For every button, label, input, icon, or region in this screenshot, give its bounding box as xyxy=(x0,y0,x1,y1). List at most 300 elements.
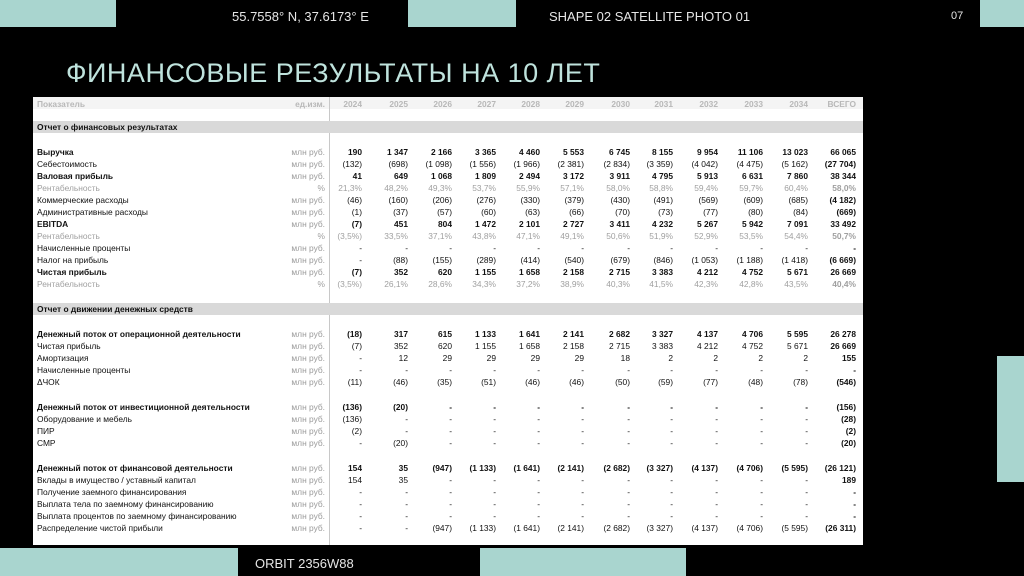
total-value-cell: (6 669) xyxy=(829,255,856,265)
total-value-cell: - xyxy=(853,487,856,497)
year-value-cell: - xyxy=(493,402,496,412)
table-row xyxy=(33,364,863,376)
year-value-cell: 154 xyxy=(348,475,362,485)
year-value-cell: (330) xyxy=(520,195,540,205)
row-unit: млн руб. xyxy=(291,499,325,509)
year-value-cell: 352 xyxy=(394,341,408,351)
column-header-year: 2032 xyxy=(699,99,718,109)
table-row xyxy=(33,340,863,352)
year-value-cell: - xyxy=(405,365,408,375)
year-value-cell: - xyxy=(537,426,540,436)
year-value-cell: (679) xyxy=(610,255,630,265)
row-unit: млн руб. xyxy=(291,414,325,424)
year-value-cell: - xyxy=(449,487,452,497)
table-row xyxy=(33,170,863,182)
year-value-cell: - xyxy=(493,487,496,497)
year-value-cell: 3 411 xyxy=(609,219,630,229)
table-row xyxy=(33,510,863,522)
total-value-cell: - xyxy=(853,499,856,509)
year-value-cell: (947) xyxy=(432,523,452,533)
table-section-row xyxy=(33,121,863,133)
year-value-cell: - xyxy=(581,365,584,375)
year-value-cell: (685) xyxy=(788,195,808,205)
year-value-cell: 352 xyxy=(394,267,408,277)
table-section-row xyxy=(33,303,863,315)
year-value-cell: - xyxy=(715,243,718,253)
year-value-cell: 59,4% xyxy=(694,183,718,193)
year-value-cell: - xyxy=(537,487,540,497)
table-row xyxy=(33,474,863,486)
year-value-cell: - xyxy=(359,365,362,375)
year-value-cell: - xyxy=(715,426,718,436)
year-value-cell: (3 327) xyxy=(646,523,673,533)
year-value-cell: - xyxy=(805,499,808,509)
year-value-cell: (48) xyxy=(748,377,763,387)
year-value-cell: 4 212 xyxy=(697,267,718,277)
year-value-cell: (414) xyxy=(520,255,540,265)
year-value-cell: (60) xyxy=(481,207,496,217)
row-unit: млн руб. xyxy=(291,341,325,351)
year-value-cell: (1 188) xyxy=(736,255,763,265)
year-value-cell: - xyxy=(715,402,718,412)
year-value-cell: 35 xyxy=(398,463,408,473)
total-value-cell: (20) xyxy=(841,438,856,448)
orbit-label: ORBIT 2356W88 xyxy=(255,556,354,571)
top-left-accent-block xyxy=(0,0,116,27)
top-middle-accent-block xyxy=(408,0,516,27)
year-value-cell: (77) xyxy=(703,207,718,217)
year-value-cell: - xyxy=(715,438,718,448)
year-value-cell: - xyxy=(760,499,763,509)
year-value-cell: 615 xyxy=(438,329,452,339)
row-label: Рентабельность xyxy=(37,279,100,289)
table-row xyxy=(33,278,863,290)
year-value-cell: - xyxy=(670,438,673,448)
total-value-cell: 38 344 xyxy=(830,171,856,181)
year-value-cell: 42,8% xyxy=(739,279,763,289)
year-value-cell: (2 141) xyxy=(557,523,584,533)
year-value-cell: 41 xyxy=(352,171,362,181)
year-value-cell: - xyxy=(493,365,496,375)
year-value-cell: - xyxy=(715,487,718,497)
year-value-cell: 13 023 xyxy=(782,147,808,157)
year-value-cell: 2 715 xyxy=(609,341,630,351)
year-value-cell: 3 383 xyxy=(652,267,673,277)
year-value-cell: (7) xyxy=(351,267,362,277)
year-value-cell: 9 954 xyxy=(697,147,718,157)
year-value-cell: 2 158 xyxy=(563,267,584,277)
year-value-cell: 55,9% xyxy=(516,183,540,193)
year-value-cell: (4 137) xyxy=(691,523,718,533)
year-value-cell: - xyxy=(627,243,630,253)
year-value-cell: - xyxy=(627,511,630,521)
year-value-cell: - xyxy=(449,438,452,448)
table-row xyxy=(33,206,863,218)
year-value-cell: - xyxy=(670,426,673,436)
row-unit: млн руб. xyxy=(291,207,325,217)
year-value-cell: (1 641) xyxy=(513,523,540,533)
year-value-cell: (289) xyxy=(476,255,496,265)
year-value-cell: 1 155 xyxy=(475,341,496,351)
year-value-cell: (3,5%) xyxy=(337,231,362,241)
table-row xyxy=(33,218,863,230)
row-label: Денежный поток от инвестиционной деятельности xyxy=(37,402,250,412)
total-value-cell: 40,4% xyxy=(832,279,856,289)
total-value-cell: - xyxy=(853,365,856,375)
table-row xyxy=(33,522,863,534)
table-row xyxy=(33,230,863,242)
year-value-cell: 58,0% xyxy=(606,183,630,193)
year-value-cell: - xyxy=(805,511,808,521)
column-header-year: 2025 xyxy=(389,99,408,109)
year-value-cell: - xyxy=(405,499,408,509)
year-value-cell: (5 595) xyxy=(781,463,808,473)
year-value-cell: - xyxy=(670,402,673,412)
year-value-cell: 29 xyxy=(486,353,496,363)
year-value-cell: (1 133) xyxy=(469,523,496,533)
year-value-cell: (947) xyxy=(432,463,452,473)
year-value-cell: 4 752 xyxy=(742,341,763,351)
year-value-cell: 8 155 xyxy=(652,147,673,157)
year-value-cell: 5 942 xyxy=(742,219,763,229)
row-unit: млн руб. xyxy=(291,195,325,205)
row-unit: млн руб. xyxy=(291,159,325,169)
year-value-cell: 57,1% xyxy=(560,183,584,193)
year-value-cell: 620 xyxy=(438,341,452,351)
total-value-cell: 189 xyxy=(842,475,856,485)
year-value-cell: 59,7% xyxy=(739,183,763,193)
year-value-cell: - xyxy=(581,475,584,485)
year-value-cell: 21,3% xyxy=(338,183,362,193)
row-unit: млн руб. xyxy=(291,267,325,277)
year-value-cell: (20) xyxy=(393,438,408,448)
year-value-cell: - xyxy=(627,438,630,448)
section-title: Отчет о финансовых результатах xyxy=(37,122,178,132)
total-value-cell: (4 182) xyxy=(829,195,856,205)
year-value-cell: (160) xyxy=(388,195,408,205)
column-header-indicator: Показатель xyxy=(37,99,86,109)
total-value-cell: - xyxy=(853,511,856,521)
year-value-cell: - xyxy=(493,475,496,485)
row-unit: млн руб. xyxy=(291,463,325,473)
total-value-cell: 155 xyxy=(842,353,856,363)
year-value-cell: 1 472 xyxy=(475,219,496,229)
year-value-cell: (77) xyxy=(703,377,718,387)
column-header-year: 2024 xyxy=(343,99,362,109)
year-value-cell: 48,2% xyxy=(384,183,408,193)
row-label: Рентабельность xyxy=(37,231,100,241)
year-value-cell: 2 141 xyxy=(563,329,584,339)
year-value-cell: - xyxy=(493,414,496,424)
year-value-cell: - xyxy=(493,511,496,521)
year-value-cell: - xyxy=(760,475,763,485)
column-header-year: 2026 xyxy=(433,99,452,109)
year-value-cell: 29 xyxy=(574,353,584,363)
year-value-cell: - xyxy=(715,365,718,375)
year-value-cell: 1 133 xyxy=(475,329,496,339)
year-value-cell: (51) xyxy=(481,377,496,387)
row-label: СМР xyxy=(37,438,56,448)
year-value-cell: (84) xyxy=(793,207,808,217)
year-value-cell: 2 xyxy=(668,353,673,363)
year-value-cell: 42,3% xyxy=(694,279,718,289)
total-value-cell: (546) xyxy=(836,377,856,387)
year-value-cell: (1 966) xyxy=(513,159,540,169)
year-value-cell: 40,3% xyxy=(606,279,630,289)
table-row xyxy=(33,242,863,254)
year-value-cell: - xyxy=(405,523,408,533)
year-value-cell: - xyxy=(449,243,452,253)
table-row xyxy=(33,413,863,425)
year-value-cell: (57) xyxy=(437,207,452,217)
table-row xyxy=(33,425,863,437)
row-unit: млн руб. xyxy=(291,147,325,157)
year-value-cell: 5 553 xyxy=(563,147,584,157)
year-value-cell: - xyxy=(760,243,763,253)
year-value-cell: 4 706 xyxy=(742,329,763,339)
year-value-cell: (2) xyxy=(351,426,362,436)
row-label: Амортизация xyxy=(37,353,89,363)
year-value-cell: (846) xyxy=(653,255,673,265)
year-value-cell: - xyxy=(405,487,408,497)
year-value-cell: (4 042) xyxy=(691,159,718,169)
year-value-cell: - xyxy=(449,511,452,521)
year-value-cell: (1 133) xyxy=(469,463,496,473)
total-value-cell: 50,7% xyxy=(832,231,856,241)
year-value-cell: (1 641) xyxy=(513,463,540,473)
row-unit: млн руб. xyxy=(291,353,325,363)
table-row xyxy=(33,266,863,278)
year-value-cell: 2 101 xyxy=(519,219,540,229)
year-value-cell: - xyxy=(760,414,763,424)
year-value-cell: - xyxy=(670,511,673,521)
year-value-cell: 2 727 xyxy=(563,219,584,229)
year-value-cell: - xyxy=(670,487,673,497)
year-value-cell: 4 232 xyxy=(652,219,673,229)
year-value-cell: (3 327) xyxy=(646,463,673,473)
year-value-cell: 3 327 xyxy=(652,329,673,339)
row-label: Получение заемного финансирования xyxy=(37,487,187,497)
page-number: 07 xyxy=(951,10,964,22)
year-value-cell: (2 141) xyxy=(557,463,584,473)
row-label: Рентабельность xyxy=(37,183,100,193)
year-value-cell: - xyxy=(449,426,452,436)
year-value-cell: - xyxy=(493,426,496,436)
year-value-cell: - xyxy=(537,402,540,412)
year-value-cell: (11) xyxy=(347,377,362,387)
year-value-cell: 3 172 xyxy=(563,171,584,181)
year-value-cell: (18) xyxy=(347,329,362,339)
year-value-cell: - xyxy=(715,475,718,485)
year-value-cell: 47,1% xyxy=(516,231,540,241)
year-value-cell: - xyxy=(537,414,540,424)
row-unit: % xyxy=(317,279,325,289)
year-value-cell: (3,5%) xyxy=(337,279,362,289)
year-value-cell: 190 xyxy=(348,147,362,157)
row-unit: % xyxy=(317,183,325,193)
year-value-cell: 43,5% xyxy=(784,279,808,289)
year-value-cell: (379) xyxy=(564,195,584,205)
year-value-cell: (70) xyxy=(615,207,630,217)
year-value-cell: 53,7% xyxy=(472,183,496,193)
year-value-cell: 26,1% xyxy=(384,279,408,289)
year-value-cell: (136) xyxy=(342,402,362,412)
year-value-cell: 50,6% xyxy=(606,231,630,241)
year-value-cell: (569) xyxy=(698,195,718,205)
year-value-cell: (2 834) xyxy=(603,159,630,169)
coordinates-label: 55.7558° N, 37.6173° E xyxy=(232,9,369,24)
year-value-cell: 5 595 xyxy=(787,329,808,339)
table-row xyxy=(33,158,863,170)
year-value-cell: - xyxy=(760,426,763,436)
year-value-cell: 5 913 xyxy=(697,171,718,181)
year-value-cell: (37) xyxy=(393,207,408,217)
year-value-cell: - xyxy=(581,243,584,253)
year-value-cell: 2 715 xyxy=(609,267,630,277)
year-value-cell: (4 706) xyxy=(736,523,763,533)
year-value-cell: (59) xyxy=(658,377,673,387)
year-value-cell: 1 809 xyxy=(475,171,496,181)
table-header-row xyxy=(33,98,863,110)
year-value-cell: 1 068 xyxy=(431,171,452,181)
year-value-cell: - xyxy=(359,523,362,533)
table-row xyxy=(33,146,863,158)
total-value-cell: 26 278 xyxy=(830,329,856,339)
year-value-cell: 60,4% xyxy=(784,183,808,193)
row-label: Чистая прибыль xyxy=(37,267,107,277)
year-value-cell: - xyxy=(627,414,630,424)
year-value-cell: (206) xyxy=(432,195,452,205)
row-unit: млн руб. xyxy=(291,377,325,387)
row-label: Коммерческие расходы xyxy=(37,195,129,205)
year-value-cell: - xyxy=(627,426,630,436)
year-value-cell: - xyxy=(449,402,452,412)
year-value-cell: - xyxy=(670,365,673,375)
row-unit: % xyxy=(317,231,325,241)
year-value-cell: (46) xyxy=(525,377,540,387)
year-value-cell: - xyxy=(805,414,808,424)
year-value-cell: - xyxy=(405,426,408,436)
year-value-cell: - xyxy=(359,438,362,448)
total-value-cell: (2) xyxy=(845,426,856,436)
year-value-cell: (4 137) xyxy=(691,463,718,473)
row-label: Распределение чистой прибыли xyxy=(37,523,163,533)
year-value-cell: - xyxy=(537,475,540,485)
year-value-cell: - xyxy=(670,475,673,485)
section-title: Отчет о движении денежных средств xyxy=(37,304,193,314)
year-value-cell: (2 381) xyxy=(557,159,584,169)
year-value-cell: - xyxy=(493,499,496,509)
total-value-cell: (156) xyxy=(836,402,856,412)
column-header-year: ВСЕГО xyxy=(827,99,856,109)
year-value-cell: (132) xyxy=(342,159,362,169)
year-value-cell: (78) xyxy=(793,377,808,387)
year-value-cell: 1 347 xyxy=(387,147,408,157)
year-value-cell: - xyxy=(760,487,763,497)
year-value-cell: 5 267 xyxy=(697,219,718,229)
year-value-cell: - xyxy=(449,475,452,485)
year-value-cell: 649 xyxy=(394,171,408,181)
year-value-cell: (88) xyxy=(393,255,408,265)
row-label: Административные расходы xyxy=(37,207,148,217)
year-value-cell: - xyxy=(627,475,630,485)
column-header-year: 2027 xyxy=(477,99,496,109)
row-label: Выручка xyxy=(37,147,74,157)
row-unit: млн руб. xyxy=(291,402,325,412)
year-value-cell: (46) xyxy=(569,377,584,387)
year-value-cell: 2 166 xyxy=(431,147,452,157)
row-label: Оборудование и мебель xyxy=(37,414,132,424)
year-value-cell: (698) xyxy=(388,159,408,169)
year-value-cell: - xyxy=(805,487,808,497)
total-value-cell: - xyxy=(853,243,856,253)
column-header-year: 2029 xyxy=(565,99,584,109)
year-value-cell: - xyxy=(359,511,362,521)
year-value-cell: - xyxy=(359,499,362,509)
row-label: Выплата тела по заемному финансированию xyxy=(37,499,214,509)
column-header-year: 2033 xyxy=(744,99,763,109)
bottom-left-accent-block xyxy=(0,548,238,576)
table-row xyxy=(33,328,863,340)
year-value-cell: - xyxy=(359,353,362,363)
row-unit: млн руб. xyxy=(291,523,325,533)
year-value-cell: - xyxy=(581,511,584,521)
year-value-cell: - xyxy=(537,365,540,375)
year-value-cell: - xyxy=(581,438,584,448)
year-value-cell: - xyxy=(537,499,540,509)
year-value-cell: 34,3% xyxy=(472,279,496,289)
year-value-cell: 1 641 xyxy=(519,329,540,339)
year-value-cell: (4 706) xyxy=(736,463,763,473)
year-value-cell: 37,1% xyxy=(428,231,452,241)
year-value-cell: - xyxy=(359,487,362,497)
year-value-cell: (7) xyxy=(351,341,362,351)
year-value-cell: (3 359) xyxy=(646,159,673,169)
table-row xyxy=(33,254,863,266)
year-value-cell: - xyxy=(581,487,584,497)
year-value-cell: 1 658 xyxy=(519,341,540,351)
total-value-cell: (26 121) xyxy=(824,463,856,473)
year-value-cell: (73) xyxy=(658,207,673,217)
table-row xyxy=(33,498,863,510)
year-value-cell: 38,9% xyxy=(560,279,584,289)
year-value-cell: (4 475) xyxy=(736,159,763,169)
table-row xyxy=(33,462,863,474)
shape-label: SHAPE 02 SATELLITE PHOTO 01 xyxy=(549,9,751,24)
row-label: Налог на прибыль xyxy=(37,255,109,265)
row-label: ΔЧОК xyxy=(37,377,60,387)
year-value-cell: (1 556) xyxy=(469,159,496,169)
year-value-cell: (66) xyxy=(569,207,584,217)
year-value-cell: (46) xyxy=(393,377,408,387)
year-value-cell: (63) xyxy=(525,207,540,217)
year-value-cell: (540) xyxy=(564,255,584,265)
top-right-accent-block xyxy=(980,0,1024,27)
year-value-cell: 53,5% xyxy=(739,231,763,241)
year-value-cell: - xyxy=(805,402,808,412)
year-value-cell: - xyxy=(405,511,408,521)
year-value-cell: - xyxy=(715,511,718,521)
year-value-cell: 29 xyxy=(442,353,452,363)
year-value-cell: 3 911 xyxy=(609,171,630,181)
total-value-cell: 66 065 xyxy=(830,147,856,157)
year-value-cell: (5 595) xyxy=(781,523,808,533)
row-label: Начисленные проценты xyxy=(37,365,131,375)
year-value-cell: - xyxy=(627,487,630,497)
year-value-cell: 4 212 xyxy=(697,341,718,351)
table-row xyxy=(33,194,863,206)
year-value-cell: 2 xyxy=(803,353,808,363)
